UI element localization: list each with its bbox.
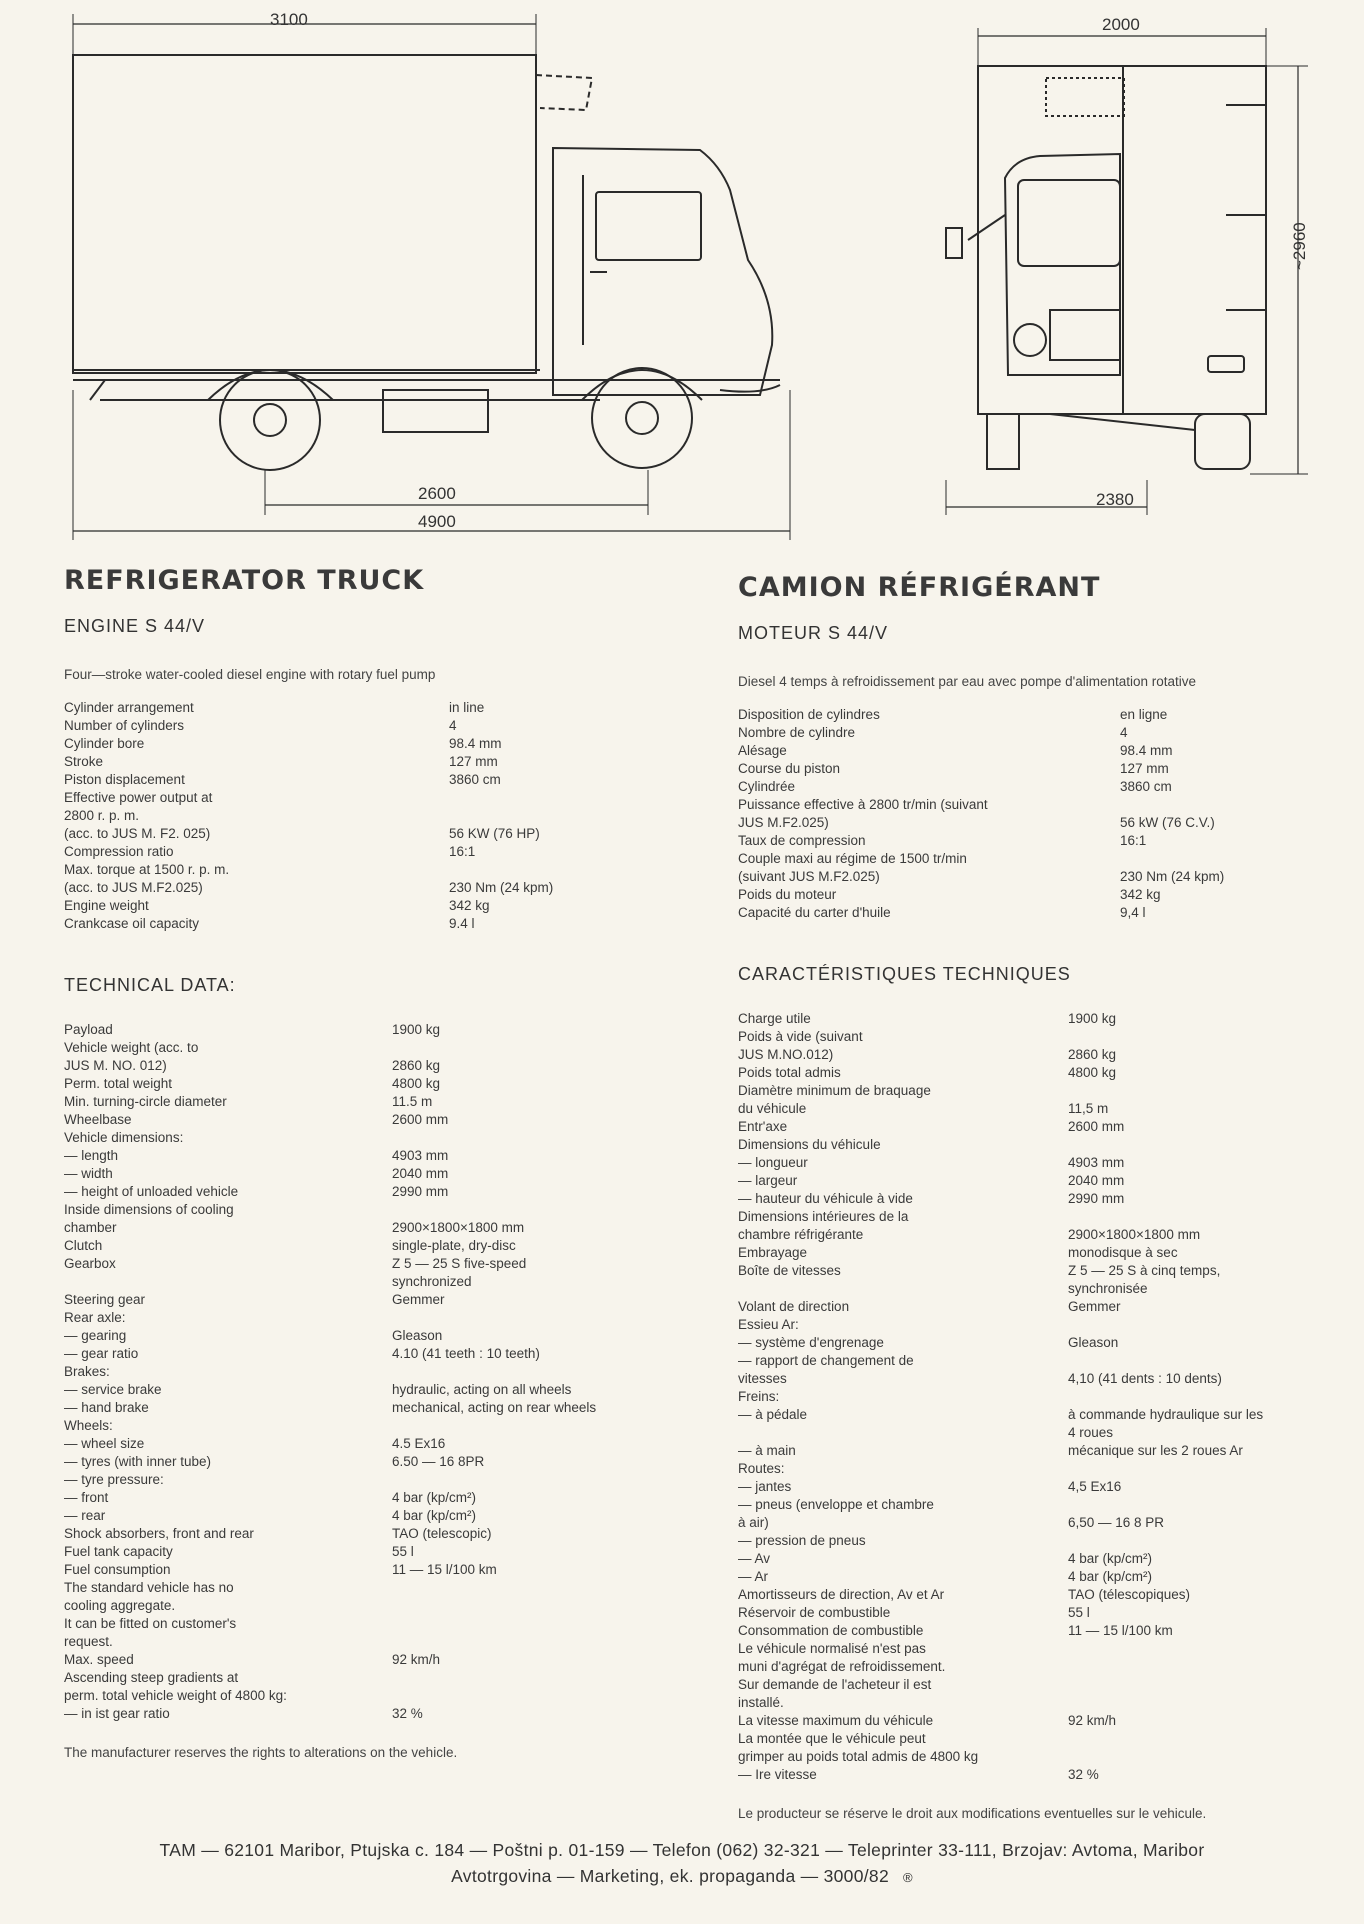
engine-intro-french: Diesel 4 temps à refroidissement par eau avec pompe d'alimentation rotative xyxy=(738,674,1197,689)
spec-label: Fuel tank capacity xyxy=(64,1544,173,1559)
spec-row xyxy=(738,1082,1364,1118)
spec-value: Gemmer xyxy=(392,1292,445,1307)
spec-label: Course du piston xyxy=(738,761,841,776)
spec-label: Max. speed xyxy=(64,1652,134,1667)
spec-row xyxy=(64,1021,704,1039)
spec-label: — tyres (with inner tube) xyxy=(64,1454,212,1469)
spec-value: 55 l xyxy=(392,1544,414,1559)
spec-value: mechanical, acting on rear wheels xyxy=(392,1400,597,1415)
spec-row xyxy=(64,861,704,897)
spec-label: — Av xyxy=(738,1551,771,1566)
spec-row xyxy=(64,771,704,789)
spec-value: 4 bar (kp/cm²) xyxy=(392,1490,477,1505)
spec-label: Vehicle weight (acc. to JUS M. NO. 012) xyxy=(64,1040,199,1073)
spec-label: — largeur xyxy=(738,1173,798,1188)
spec-value: 56 KW (76 HP) xyxy=(449,826,540,841)
spec-row xyxy=(738,904,1364,922)
spec-label: — hand brake xyxy=(64,1400,149,1415)
spec-label: Taux de compression xyxy=(738,833,866,848)
spec-row xyxy=(64,1417,704,1435)
truck-front-view xyxy=(946,28,1308,515)
spec-row xyxy=(64,1579,704,1651)
spec-row xyxy=(64,915,704,933)
spec-value: TAO (télescopiques) xyxy=(1068,1587,1191,1602)
spec-value: hydraulic, acting on all wheels xyxy=(392,1382,572,1397)
spec-row xyxy=(64,1309,704,1327)
spec-value: 4 bar (kp/cm²) xyxy=(1068,1551,1153,1566)
spec-value: 98.4 mm xyxy=(1120,743,1173,758)
spec-value: single-plate, dry-disc xyxy=(392,1238,516,1253)
spec-row xyxy=(738,706,1364,724)
spec-row xyxy=(738,760,1364,778)
spec-value: monodisque à sec xyxy=(1068,1245,1178,1260)
spec-value: 11 — 15 l/100 km xyxy=(392,1562,497,1577)
spec-label: Steering gear xyxy=(64,1292,146,1307)
spec-value: 4.5 Ex16 xyxy=(392,1436,446,1451)
spec-value: 4,5 Ex16 xyxy=(1068,1479,1122,1494)
manufacturer-note-english: The manufacturer reserves the rights to alterations on the vehicle. xyxy=(64,1745,458,1760)
spec-row xyxy=(64,1075,704,1093)
spec-row xyxy=(738,1532,1364,1550)
spec-label: Consommation de combustible xyxy=(738,1623,924,1638)
spec-value: 16:1 xyxy=(449,844,476,859)
spec-label: Diamètre minimum de braquage du véhicule xyxy=(738,1083,931,1116)
spec-row xyxy=(64,1543,704,1561)
dim-wheelbase: 2600 xyxy=(418,484,456,503)
spec-label: Fuel consumption xyxy=(64,1562,171,1577)
spec-label: Vehicle dimensions: xyxy=(64,1130,184,1145)
spec-row xyxy=(64,753,704,771)
spec-value: Z 5 — 25 S five-speed synchronized xyxy=(392,1256,527,1289)
spec-value: 2040 mm xyxy=(1068,1173,1125,1188)
spec-label: Wheelbase xyxy=(64,1112,132,1127)
footer-marketing-text: Avtotrgovina — Marketing, ek. propaganda — 3000/82 xyxy=(451,1866,889,1886)
spec-value: 230 Nm (24 kpm) xyxy=(449,880,554,895)
spec-label: Essieu Ar: xyxy=(738,1317,799,1332)
spec-value: Z 5 — 25 S à cinq temps, synchronisée xyxy=(1068,1263,1221,1296)
spec-label: La vitesse maximum du véhicule xyxy=(738,1713,934,1728)
spec-row xyxy=(738,1352,1364,1388)
spec-row xyxy=(738,1550,1364,1568)
spec-label: Nombre de cylindre xyxy=(738,725,856,740)
spec-row xyxy=(738,1190,1364,1208)
spec-row xyxy=(738,1244,1364,1262)
spec-label: Puissance effective à 2800 tr/min (suivant JUS M.F2.025) xyxy=(738,797,988,830)
spec-row xyxy=(738,724,1364,742)
spec-value: 11 — 15 l/100 km xyxy=(1068,1623,1173,1638)
spec-label: Entr'axe xyxy=(738,1119,788,1134)
spec-row xyxy=(738,1604,1364,1622)
spec-label: Charge utile xyxy=(738,1011,811,1026)
spec-label: Dimensions du véhicule xyxy=(738,1137,881,1152)
spec-row xyxy=(738,1136,1364,1154)
spec-row xyxy=(738,1622,1364,1640)
spec-value xyxy=(392,1579,704,1651)
spec-label: Min. turning-circle diameter xyxy=(64,1094,227,1109)
spec-row xyxy=(64,1399,704,1417)
spec-value: Gleason xyxy=(1068,1335,1119,1350)
spec-row xyxy=(64,1525,704,1543)
spec-label: Cylinder arrangement xyxy=(64,700,194,715)
spec-value: 4903 mm xyxy=(392,1148,449,1163)
spec-row xyxy=(738,1334,1364,1352)
spec-value: 342 kg xyxy=(1120,887,1161,902)
spec-row xyxy=(738,1586,1364,1604)
manufacturer-note-french: Le producteur se réserve le droit aux modifications eventuelles sur le vehicule. xyxy=(738,1806,1207,1821)
spec-label: Cylinder bore xyxy=(64,736,145,751)
spec-value: 11,5 m xyxy=(1068,1101,1109,1116)
spec-row xyxy=(738,1442,1364,1460)
spec-value xyxy=(392,1417,704,1435)
spec-label: Wheels: xyxy=(64,1418,113,1433)
dim-height: ~2960 xyxy=(1290,222,1309,270)
spec-row xyxy=(738,796,1364,832)
spec-label: Compression ratio xyxy=(64,844,174,859)
spec-label: Perm. total weight xyxy=(64,1076,173,1091)
spec-label: — rapport de changement de vitesses xyxy=(738,1353,914,1386)
spec-row xyxy=(64,1237,704,1255)
spec-label: Cylindrée xyxy=(738,779,796,794)
spec-label: Réservoir de combustible xyxy=(738,1605,891,1620)
spec-row xyxy=(738,1298,1364,1316)
spec-row xyxy=(64,717,704,735)
spec-value: 2600 mm xyxy=(392,1112,449,1127)
spec-value: en ligne xyxy=(1120,707,1168,722)
spec-value: 3860 cm xyxy=(1120,779,1172,794)
spec-row xyxy=(738,1478,1364,1496)
spec-label: — longueur xyxy=(738,1155,808,1170)
spec-label: Dimensions intérieures de la chambre réfrigérante xyxy=(738,1209,909,1242)
spec-label: Gearbox xyxy=(64,1256,116,1271)
spec-row xyxy=(738,1172,1364,1190)
french-column xyxy=(738,572,1364,1821)
spec-value: 1900 kg xyxy=(1068,1011,1117,1026)
spec-value: 16:1 xyxy=(1120,833,1147,848)
spec-label: — front xyxy=(64,1490,109,1505)
spec-label: — width xyxy=(64,1166,113,1181)
spec-label: Routes: xyxy=(738,1461,785,1476)
spec-value: 9,4 l xyxy=(1120,905,1146,920)
spec-label: — pression de pneus xyxy=(738,1533,866,1548)
spec-row xyxy=(64,1453,704,1471)
spec-value: TAO (telescopic) xyxy=(392,1526,492,1541)
spec-label: — hauteur du véhicule à vide xyxy=(738,1191,913,1206)
spec-value: 2900×1800×1800 mm xyxy=(392,1220,525,1235)
spec-value: à commande hydraulique sur les 4 roues xyxy=(1068,1407,1264,1440)
truck-side-view xyxy=(73,14,790,540)
spec-value: 2860 kg xyxy=(392,1058,441,1073)
engine-heading-french: MOTEUR S 44/V xyxy=(738,623,889,643)
spec-value: 6,50 — 16 8 PR xyxy=(1068,1515,1165,1530)
spec-value: 4,10 (41 dents : 10 dents) xyxy=(1068,1371,1222,1386)
spec-row xyxy=(738,850,1364,886)
spec-row xyxy=(64,897,704,915)
spec-value: 4800 kg xyxy=(1068,1065,1117,1080)
spec-row xyxy=(64,1363,704,1381)
spec-row xyxy=(738,1262,1364,1298)
spec-label: Le véhicule normalisé n'est pas muni d'agrégat de refroidissement. Sur demande de l'acheteur il est installé. xyxy=(738,1641,946,1710)
spec-row xyxy=(64,1381,704,1399)
spec-value xyxy=(392,1363,704,1381)
spec-row xyxy=(64,1111,704,1129)
spec-row xyxy=(64,1291,704,1309)
spec-label: — length xyxy=(64,1148,119,1163)
spec-row xyxy=(64,1651,704,1669)
spec-value: 4 bar (kp/cm²) xyxy=(392,1508,477,1523)
spec-label: Poids du moteur xyxy=(738,887,837,902)
dim-total-length: 4900 xyxy=(418,512,456,531)
spec-label: Inside dimensions of cooling chamber xyxy=(64,1202,234,1235)
spec-row xyxy=(738,1010,1364,1028)
spec-label: — wheel size xyxy=(64,1436,145,1451)
spec-label: Number of cylinders xyxy=(64,718,185,733)
spec-row xyxy=(64,789,704,843)
spec-value xyxy=(1068,1640,1364,1712)
spec-value xyxy=(392,1309,704,1327)
spec-value: 4 xyxy=(1120,725,1128,740)
spec-value: 55 l xyxy=(1068,1605,1090,1620)
spec-label: Piston displacement xyxy=(64,772,185,787)
spec-row xyxy=(738,1028,1364,1064)
spec-label: The standard vehicle has no cooling aggregate. It can be fitted on customer's request. xyxy=(64,1580,237,1649)
truck-drawings-svg xyxy=(0,0,1364,560)
spec-value: Gleason xyxy=(392,1328,443,1343)
spec-row xyxy=(738,1460,1364,1478)
spec-value: 4 xyxy=(449,718,457,733)
spec-row xyxy=(738,1208,1364,1244)
footer-marketing xyxy=(0,1866,1364,1887)
title-english: REFRIGERATOR TRUCK xyxy=(64,565,425,596)
spec-label: Alésage xyxy=(738,743,787,758)
dim-box-length: 3100 xyxy=(270,10,308,29)
spec-row xyxy=(64,1507,704,1525)
spec-row xyxy=(738,742,1364,760)
spec-label: Clutch xyxy=(64,1238,103,1253)
spec-row xyxy=(64,1489,704,1507)
spec-row xyxy=(738,886,1364,904)
spec-label: Rear axle: xyxy=(64,1310,126,1325)
registered-mark: ® xyxy=(902,1870,913,1885)
spec-value: mécanique sur les 2 roues Ar xyxy=(1068,1443,1243,1458)
spec-value: 3860 cm xyxy=(449,772,501,787)
title-french: CAMION RÉFRIGÉRANT xyxy=(738,572,1101,603)
spec-label: Capacité du carter d'huile xyxy=(738,905,891,920)
spec-value: 11.5 m xyxy=(392,1094,433,1109)
spec-row xyxy=(64,1561,704,1579)
spec-label: Poids total admis xyxy=(738,1065,841,1080)
spec-value: 9.4 l xyxy=(449,916,475,931)
spec-value: 342 kg xyxy=(449,898,490,913)
spec-row xyxy=(738,1388,1364,1406)
technical-heading-english: TECHNICAL DATA: xyxy=(64,975,236,995)
spec-value: 2900×1800×1800 mm xyxy=(1068,1227,1201,1242)
technical-drawings xyxy=(0,0,1364,560)
spec-label: Effective power output at 2800 r. p. m. (acc. to JUS M. F2. 025) xyxy=(64,790,213,841)
spec-row xyxy=(64,699,704,717)
spec-row xyxy=(738,1712,1364,1730)
spec-value: 32 % xyxy=(1068,1767,1099,1782)
spec-value: 4800 kg xyxy=(392,1076,441,1091)
spec-value xyxy=(1068,1136,1364,1154)
spec-label: — Ar xyxy=(738,1569,769,1584)
spec-label: — rear xyxy=(64,1508,106,1523)
spec-label: Payload xyxy=(64,1022,113,1037)
spec-value: 92 km/h xyxy=(1068,1713,1117,1728)
spec-label: Ascending steep gradients at perm. total vehicle weight of 4800 kg: — in ist gear ratio xyxy=(64,1670,287,1721)
spec-row xyxy=(64,1039,704,1075)
spec-row xyxy=(64,1183,704,1201)
spec-value xyxy=(392,1129,704,1147)
spec-value: 2860 kg xyxy=(1068,1047,1117,1062)
spec-row xyxy=(64,1165,704,1183)
spec-value: 4.10 (41 teeth : 10 teeth) xyxy=(392,1346,540,1361)
spec-row xyxy=(738,832,1364,850)
spec-label: — système d'engrenage xyxy=(738,1335,884,1350)
spec-label: — tyre pressure: xyxy=(64,1472,164,1487)
technical-heading-french: CARACTÉRISTIQUES TECHNIQUES xyxy=(738,964,1071,984)
dim-total-width: 2380 xyxy=(1096,490,1134,509)
spec-value xyxy=(1068,1460,1364,1478)
engine-spec-list-english xyxy=(64,699,704,933)
technical-spec-list-french xyxy=(738,1010,1364,1784)
spec-value xyxy=(1068,1388,1364,1406)
engine-intro-english: Four—stroke water-cooled diesel engine with rotary fuel pump xyxy=(64,667,436,682)
spec-row xyxy=(738,778,1364,796)
spec-row xyxy=(738,1406,1364,1442)
dim-box-width: 2000 xyxy=(1102,15,1140,34)
spec-value xyxy=(392,1471,704,1489)
engine-spec-list-french xyxy=(738,706,1364,922)
technical-spec-list-english xyxy=(64,1021,704,1723)
spec-value: 6.50 — 16 8PR xyxy=(392,1454,485,1469)
spec-label: Freins: xyxy=(738,1389,780,1404)
spec-row xyxy=(738,1064,1364,1082)
spec-value: 92 km/h xyxy=(392,1652,441,1667)
spec-row xyxy=(738,1730,1364,1784)
spec-label: Poids à vide (suivant JUS M.NO.012) xyxy=(738,1029,863,1062)
spec-label: — gearing xyxy=(64,1328,127,1343)
spec-row xyxy=(64,1471,704,1489)
spec-row xyxy=(64,1327,704,1345)
spec-label: — jantes xyxy=(738,1479,792,1494)
spec-value: 98.4 mm xyxy=(449,736,502,751)
spec-label: Couple maxi au régime de 1500 tr/min (suivant JUS M.F2.025) xyxy=(738,851,967,884)
spec-row xyxy=(738,1118,1364,1136)
spec-value: 230 Nm (24 kpm) xyxy=(1120,869,1225,884)
spec-value xyxy=(1068,1532,1364,1550)
spec-label: — à main xyxy=(738,1443,796,1458)
spec-value: 4 bar (kp/cm²) xyxy=(1068,1569,1153,1584)
spec-value: 2990 mm xyxy=(392,1184,449,1199)
spec-label: — pneus (enveloppe et chambre à air) xyxy=(738,1497,934,1530)
spec-row xyxy=(738,1316,1364,1334)
footer-address: TAM — 62101 Maribor, Ptujska c. 184 — Poštni p. 01-159 — Telefon (062) 32-321 — Teleprinter 33-111, Brzojav: Avtoma, Maribor xyxy=(159,1840,1205,1860)
spec-value: 4903 mm xyxy=(1068,1155,1125,1170)
spec-label: Embrayage xyxy=(738,1245,808,1260)
spec-label: Boîte de vitesses xyxy=(738,1263,841,1278)
spec-label: — height of unloaded vehicle xyxy=(64,1184,239,1199)
spec-label: Shock absorbers, front and rear xyxy=(64,1526,254,1541)
spec-value: 32 % xyxy=(392,1706,423,1721)
spec-label: Stroke xyxy=(64,754,104,769)
spec-value: Gemmer xyxy=(1068,1299,1121,1314)
spec-row xyxy=(64,1255,704,1291)
spec-value: 2990 mm xyxy=(1068,1191,1125,1206)
spec-value xyxy=(1068,1316,1364,1334)
spec-label: — gear ratio xyxy=(64,1346,139,1361)
spec-value: 127 mm xyxy=(449,754,498,769)
spec-label: Engine weight xyxy=(64,898,149,913)
spec-row xyxy=(64,1129,704,1147)
spec-label: Brakes: xyxy=(64,1364,110,1379)
spec-label: Disposition de cylindres xyxy=(738,707,880,722)
spec-row xyxy=(64,1345,704,1363)
spec-label: La montée que le véhicule peut grimper au poids total admis de 4800 kg — Ire vitesse xyxy=(738,1731,979,1782)
spec-row xyxy=(64,1147,704,1165)
spec-row xyxy=(738,1640,1364,1712)
spec-value: 1900 kg xyxy=(392,1022,441,1037)
spec-value: 2040 mm xyxy=(392,1166,449,1181)
spec-row xyxy=(64,1669,704,1723)
spec-label: — service brake xyxy=(64,1382,162,1397)
spec-value: in line xyxy=(449,700,485,715)
spec-row xyxy=(64,843,704,861)
spec-label: — à pédale xyxy=(738,1407,808,1422)
spec-row xyxy=(64,1093,704,1111)
spec-label: Crankcase oil capacity xyxy=(64,916,200,931)
spec-label: Volant de direction xyxy=(738,1299,850,1314)
spec-row xyxy=(64,735,704,753)
spec-row xyxy=(738,1568,1364,1586)
spec-row xyxy=(64,1201,704,1237)
spec-value: 56 kW (76 C.V.) xyxy=(1120,815,1215,830)
spec-row xyxy=(64,1435,704,1453)
spec-value: 2600 mm xyxy=(1068,1119,1125,1134)
spec-value: 127 mm xyxy=(1120,761,1169,776)
spec-row xyxy=(738,1154,1364,1172)
spec-label: Max. torque at 1500 r. p. m. (acc. to JUS M.F2.025) xyxy=(64,862,230,895)
spec-row xyxy=(738,1496,1364,1532)
english-column xyxy=(64,565,704,1760)
engine-heading-english: ENGINE S 44/V xyxy=(64,616,206,636)
spec-label: Amortisseurs de direction, Av et Ar xyxy=(738,1587,945,1602)
